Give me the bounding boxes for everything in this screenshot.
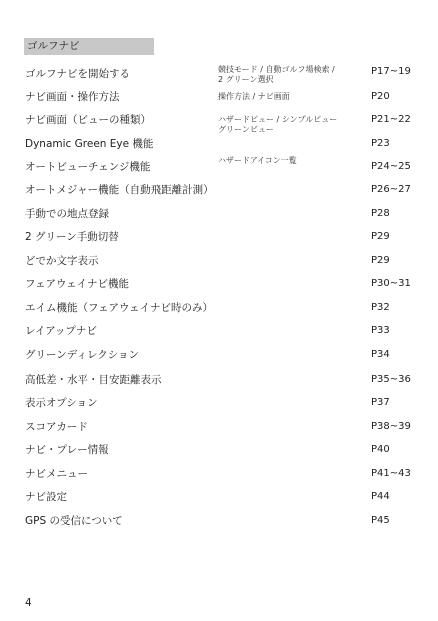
toc-page-ref: P40	[371, 444, 390, 455]
toc-item-title: ナビ設定	[25, 491, 67, 503]
toc-page-ref: P21~22	[371, 114, 411, 125]
toc-subtopic	[218, 65, 335, 84]
toc-page-ref: P38~39	[371, 421, 411, 432]
toc-page-ref: P35~36	[371, 374, 411, 385]
toc-page-ref: P23	[371, 138, 390, 149]
toc-item-title: Dynamic Green Eye 機能	[25, 138, 154, 150]
subtopic-line: グリーンビュー	[218, 124, 274, 134]
toc-page-ref: P37	[371, 397, 390, 408]
toc-subtopic	[218, 115, 337, 134]
toc-page-ref: P28	[371, 208, 390, 219]
toc-item-title: グリーンディレクション	[25, 349, 140, 361]
toc-page-ref: P32	[371, 302, 390, 313]
toc-page-ref: P45	[371, 515, 390, 526]
subtopic-line: 2 グリーン選択	[218, 74, 274, 84]
section-header	[24, 38, 154, 55]
toc-item-title: ナビメニュー	[25, 468, 88, 480]
toc-subtopic	[218, 156, 297, 166]
toc-item-title: レイアップナビ	[25, 325, 97, 337]
toc-item-title: ゴルフナビを開始する	[25, 68, 130, 80]
subtopic-line: 操作方法 / ナビ画面	[218, 92, 290, 101]
toc-item-title: どでか文字表示	[25, 255, 99, 267]
subtopic-line: ハザードアイコン一覧	[218, 156, 297, 165]
toc-item-title: 手動での地点登録	[25, 208, 109, 220]
section-title: ゴルフナビ	[27, 40, 80, 52]
toc-item-title: スコアカード	[25, 421, 88, 433]
toc-item-title: ナビ画面・操作方法	[25, 91, 120, 103]
toc-page-ref: P17~19	[371, 66, 411, 77]
toc-item-title: フェアウェイナビ機能	[25, 278, 130, 290]
subtopic-line: 競技モード / 自動ゴルフ場検索 /	[218, 65, 335, 74]
toc-item-title: オートメジャー機能（自動飛距離計測）	[25, 184, 214, 196]
toc-page-ref: P30~31	[371, 278, 411, 289]
toc-page-ref: P34	[371, 349, 390, 360]
toc-item-title: エイム機能（フェアウェイナビ時のみ）	[25, 302, 214, 314]
toc-item-title: GPS の受信について	[25, 515, 123, 527]
toc-page-ref: P20	[371, 91, 390, 102]
toc-page-ref: P41~43	[371, 468, 411, 479]
page-number: 4	[25, 597, 32, 609]
toc-item-title: オートビューチェンジ機能	[25, 161, 151, 173]
toc-item-title: ナビ・プレー情報	[25, 444, 109, 456]
toc-page-ref: P29	[371, 231, 390, 242]
toc-page-ref: P33	[371, 325, 390, 336]
subtopic-line: ハザードビュー / シンプルビュー	[218, 115, 338, 124]
toc-item-title: ナビ画面（ビューの種類）	[25, 114, 151, 126]
toc-page-ref: P29	[371, 255, 390, 266]
toc-page-ref: P26~27	[371, 184, 411, 195]
toc-item-title: 2 グリーン手動切替	[25, 231, 119, 243]
toc-subtopic	[218, 92, 290, 102]
toc-item-title: 高低差・水平・目安距離表示	[25, 374, 162, 386]
toc-item-title: 表示オプション	[25, 397, 98, 409]
toc-page-ref: P44	[371, 491, 390, 502]
toc-page-ref: P24~25	[371, 161, 411, 172]
